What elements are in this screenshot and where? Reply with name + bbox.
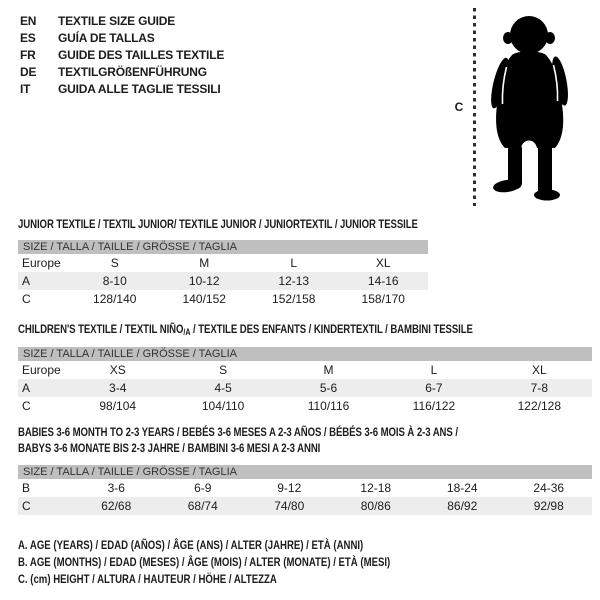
cell: 104/110 bbox=[201, 399, 245, 413]
lang-row-fr bbox=[20, 47, 224, 64]
table-header-bar: SIZE / TALLA / TAILLE / GRÖSSE / TAGLIA bbox=[18, 347, 592, 361]
language-header bbox=[20, 13, 224, 98]
title-part: / TEXTILE DES ENFANTS / KINDERTEXTIL / BAMBINI TESSILE bbox=[190, 322, 473, 336]
row-label: A bbox=[22, 381, 31, 395]
cell: 8-10 bbox=[102, 274, 127, 288]
cell: 5-6 bbox=[319, 381, 338, 395]
legend bbox=[18, 537, 483, 588]
table-row bbox=[18, 497, 592, 515]
lang-row-it bbox=[20, 81, 224, 98]
cell: 68/74 bbox=[187, 499, 218, 513]
lang-row-de bbox=[20, 64, 224, 81]
lang-text: GUIDA ALLE TAGLIE TESSILI bbox=[58, 82, 221, 96]
table-row bbox=[18, 272, 428, 290]
height-measure-dashed-line bbox=[473, 8, 476, 206]
cell: 6-9 bbox=[194, 481, 212, 495]
cell: 24-36 bbox=[533, 481, 565, 495]
cell: 116/122 bbox=[412, 399, 456, 413]
row-label: C bbox=[22, 399, 31, 413]
cell: 3-4 bbox=[109, 381, 127, 395]
legend-line-a: A. AGE (YEARS) / EDAD (AÑOS) / ÂGE (ANS) / ALTER (JAHRE) / ETÀ (ANNI) bbox=[18, 538, 364, 552]
cell: 98/104 bbox=[99, 399, 137, 413]
cell: 3-6 bbox=[107, 481, 125, 495]
cell: 6-7 bbox=[425, 381, 443, 395]
cell: S bbox=[110, 256, 119, 270]
lang-text: GUÍA DE TALLAS bbox=[58, 31, 155, 45]
table-row bbox=[18, 379, 592, 397]
row-label: A bbox=[22, 274, 31, 288]
cell: 12-18 bbox=[360, 481, 392, 495]
cell: XL bbox=[375, 256, 391, 270]
cell: 4-5 bbox=[214, 381, 232, 395]
row-label: Europe bbox=[22, 256, 61, 270]
cell: 12-13 bbox=[278, 274, 310, 288]
row-label: C bbox=[22, 292, 31, 306]
cell: 74/80 bbox=[274, 499, 305, 513]
cell: S bbox=[219, 363, 228, 377]
table-header-bar: SIZE / TALLA / TAILLE / GRÖSSE / TAGLIA bbox=[18, 465, 592, 479]
cell: 158/170 bbox=[361, 292, 405, 306]
lang-code: FR bbox=[20, 48, 36, 62]
lang-row-es bbox=[20, 30, 224, 47]
cell: L bbox=[430, 363, 438, 377]
cell: XL bbox=[531, 363, 547, 377]
cell: M bbox=[323, 363, 334, 377]
babies-title-line1: BABIES 3-6 MONTH TO 2-3 YEARS / BEBÉS 3-6 MESES A 2-3 AÑOS / BÉBÉS 3-6 MOIS À 2-3 ANS / bbox=[18, 425, 458, 439]
title-part: CHILDREN'S TEXTILE / TEXTIL NIÑO bbox=[18, 322, 184, 336]
babies-size-table bbox=[18, 465, 592, 515]
cell: 18-24 bbox=[446, 481, 478, 495]
lang-code: EN bbox=[20, 14, 37, 28]
lang-row-en bbox=[20, 13, 224, 30]
table-header-bar: SIZE / TALLA / TAILLE / GRÖSSE / TAGLIA bbox=[18, 240, 428, 254]
legend-line-c: C. (cm) HEIGHT / ALTURA / HAUTEUR / HÖHE / ALTEZZA bbox=[18, 572, 277, 586]
lang-code: ES bbox=[20, 31, 36, 45]
junior-size-table bbox=[18, 240, 428, 308]
lang-code: IT bbox=[20, 82, 31, 96]
title-subscript: /A bbox=[183, 327, 191, 337]
junior-section-title: JUNIOR TEXTILE / TEXTIL JUNIOR/ TEXTILE JUNIOR / JUNIORTEXTIL / JUNIOR TESSILE bbox=[18, 217, 418, 231]
table-row bbox=[18, 479, 592, 497]
cell: 62/68 bbox=[101, 499, 132, 513]
lang-text: GUIDE DES TAILLES TEXTILE bbox=[58, 48, 225, 62]
table-row bbox=[18, 361, 592, 379]
row-label: B bbox=[22, 481, 31, 495]
cell: 110/116 bbox=[307, 399, 350, 413]
table-row bbox=[18, 397, 592, 415]
children-section-title bbox=[18, 321, 473, 340]
cell: M bbox=[199, 256, 210, 270]
cell: 80/86 bbox=[360, 499, 391, 513]
babies-title-line2: BABYS 3-6 MONATE BIS 2-3 JAHRE / BAMBINI 3-6 MESI A 2-3 ANNI bbox=[18, 441, 321, 455]
cell: L bbox=[290, 256, 298, 270]
lang-text: TEXTILGRÖßENFÜHRUNG bbox=[58, 65, 207, 79]
height-measure-label: C bbox=[454, 100, 464, 114]
row-label: C bbox=[22, 499, 31, 513]
lang-text: TEXTILE SIZE GUIDE bbox=[58, 14, 176, 28]
cell: 10-12 bbox=[188, 274, 220, 288]
cell: 128/140 bbox=[93, 292, 137, 306]
cell: 140/152 bbox=[182, 292, 226, 306]
lang-code: DE bbox=[20, 65, 37, 79]
cell: 86/92 bbox=[447, 499, 478, 513]
row-label: Europe bbox=[22, 363, 61, 377]
table-row bbox=[18, 254, 428, 272]
baby-silhouette-icon bbox=[484, 9, 574, 208]
babies-section-title bbox=[18, 424, 458, 456]
cell: 14-16 bbox=[367, 274, 399, 288]
cell: XS bbox=[109, 363, 126, 377]
children-size-table bbox=[18, 347, 592, 415]
cell: 7-8 bbox=[530, 381, 548, 395]
cell: 152/158 bbox=[272, 292, 316, 306]
legend-line-b: B. AGE (MONTHS) / EDAD (MESES) / ÂGE (MOIS) / ALTER (MONATE) / ETÀ (MESI) bbox=[18, 555, 391, 569]
cell: 9-12 bbox=[277, 481, 302, 495]
cell: 122/128 bbox=[517, 399, 562, 413]
cell: 92/98 bbox=[533, 499, 564, 513]
table-row bbox=[18, 290, 428, 308]
